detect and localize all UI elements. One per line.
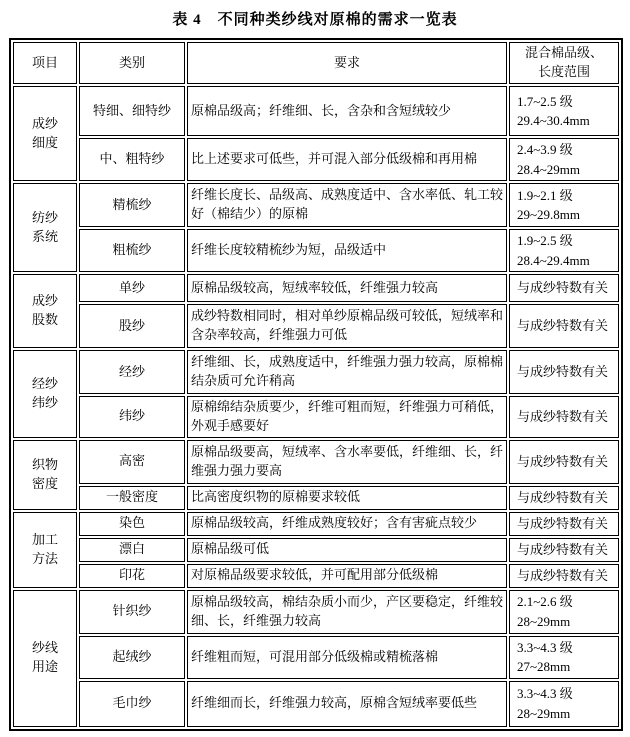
requirement-cell: 原棉绵结杂质要少，纤维可粗而短，纤维强力可稍低，外观手感要好 [187, 396, 507, 438]
requirement-cell: 纤维细、长，成熟度适中，纤维强力强力较高，原棉棉结杂质可允许稍高 [187, 350, 507, 394]
table-row [13, 512, 619, 536]
group-label-line: 纺纱 [31, 209, 58, 225]
spec-grade: 2.1~2.6 级 [517, 594, 573, 610]
requirement-cell: 比高密度织物的原棉要求较低 [187, 486, 507, 510]
spec-grade: 3.3~4.3 级 [517, 686, 573, 702]
spec-grade: 与成纱特数有关 [517, 541, 609, 557]
spec-cell [509, 636, 619, 679]
col-header-spec [509, 42, 619, 84]
table-row [13, 183, 619, 227]
col-header-item: 项目 [13, 42, 77, 84]
spec-cell [509, 440, 619, 484]
spec-grade: 3.3~4.3 级 [517, 639, 573, 655]
category-cell: 单纱 [79, 274, 185, 302]
spec-grade: 1.9~2.1 级 [517, 187, 573, 203]
table-row [13, 396, 619, 438]
category-cell: 精梳纱 [79, 183, 185, 227]
header-row [13, 42, 619, 84]
col-header-spec-line2: 长度范围 [537, 64, 590, 79]
group-label-line: 加工 [31, 531, 58, 547]
col-header-category: 类别 [79, 42, 185, 84]
requirement-cell: 原棉品级较高，纤维成熟度较好；含有害疵点较少 [187, 512, 507, 536]
group-label-line: 用途 [31, 659, 58, 675]
requirement-cell: 原棉品级高；纤维细、长，含杂和含短绒较少 [187, 86, 507, 136]
requirement-cell: 原棉品级较高，棉结杂质小而少，产区要稳定，纤维较细、长，纤维强力较高 [187, 590, 507, 634]
requirement-cell: 纤维粗而短，可混用部分低级棉或精梳落棉 [187, 636, 507, 679]
category-cell: 染色 [79, 512, 185, 536]
requirement-cell: 原棉品级要高，短绒率、含水率要低，纤维细、长，纤维强力强力要高 [187, 440, 507, 484]
group-label-line: 织物 [31, 456, 58, 472]
category-cell: 纬纱 [79, 396, 185, 438]
table-row [13, 138, 619, 181]
col-header-requirement: 要求 [187, 42, 507, 84]
group-label-line: 系统 [31, 228, 58, 244]
group-label-fabric-density [13, 440, 77, 510]
category-cell: 印花 [79, 564, 185, 588]
table-row [13, 274, 619, 302]
category-cell: 针织纱 [79, 590, 185, 634]
spec-cell [509, 590, 619, 634]
category-cell: 一般密度 [79, 486, 185, 510]
spec-cell [509, 86, 619, 136]
requirement-cell: 原棉品级可低 [187, 538, 507, 562]
table-row [13, 590, 619, 634]
group-label-line: 细度 [31, 134, 58, 150]
table-row [13, 636, 619, 679]
group-label-line: 成纱 [31, 293, 58, 309]
spec-grade: 1.7~2.5 级 [517, 93, 573, 109]
requirement-cell: 纤维长度较精梳纱为短，品级适中 [187, 229, 507, 272]
group-label-line: 成纱 [31, 115, 58, 131]
table-row [13, 304, 619, 348]
group-label-yarn-usage [13, 590, 77, 727]
spec-cell [509, 229, 619, 272]
spec-grade: 与成纱特数有关 [517, 409, 609, 425]
spec-cell [509, 512, 619, 536]
requirement-cell: 成纱特数相同时，相对单纱原棉品级可较低，短绒率和含杂率较高，纤维强力可低 [187, 304, 507, 348]
spec-grade: 2.4~3.9 级 [517, 142, 573, 157]
group-label-processing-method [13, 512, 77, 588]
spec-cell [509, 538, 619, 562]
spec-cell [509, 486, 619, 510]
table-row [13, 86, 619, 136]
table-row [13, 681, 619, 727]
group-label-warp-weft [13, 350, 77, 438]
category-cell: 起绒纱 [79, 636, 185, 679]
spec-cell [509, 564, 619, 588]
group-label-line: 密度 [31, 475, 58, 491]
category-cell: 毛巾纱 [79, 681, 185, 727]
spec-length: 28.4~29mm [517, 161, 581, 177]
group-label-line: 经纱 [31, 376, 58, 391]
spec-cell [509, 396, 619, 438]
group-label-yarn-ply [13, 274, 77, 348]
table-row [13, 229, 619, 272]
group-label-spinning-system [13, 183, 77, 272]
group-label-line: 方法 [31, 550, 58, 566]
col-header-spec-line1: 混合棉品级、 [524, 45, 603, 61]
spec-length: 28~29mm [517, 613, 571, 629]
table-row [13, 486, 619, 510]
spec-grade: 与成纱特数有关 [517, 567, 609, 583]
spec-cell [509, 681, 619, 727]
spec-grade: 1.9~2.5 级 [517, 233, 573, 248]
table-row [13, 440, 619, 484]
spec-length: 27~28mm [517, 659, 571, 675]
group-label-yarn-fineness [13, 86, 77, 181]
spec-grade: 与成纱特数有关 [517, 364, 609, 380]
table-row [13, 350, 619, 394]
table-row [13, 538, 619, 562]
table-title: 表 4 不同种类纱线对原棉的需求一览表 [172, 12, 458, 28]
requirement-cell: 纤维长度长、品级高、成熟度适中、含水率低、轧工较好（棉结少）的原棉 [187, 183, 507, 227]
spec-grade: 与成纱特数有关 [517, 453, 609, 469]
category-cell: 股纱 [79, 304, 185, 348]
category-cell: 特细、细特纱 [79, 86, 185, 136]
group-label-line: 纱线 [31, 640, 58, 656]
spec-length: 29.4~30.4mm [517, 113, 590, 128]
spec-length: 28~29mm [517, 705, 571, 721]
spec-grade: 与成纱特数有关 [517, 318, 609, 334]
group-label-line: 纬纱 [31, 394, 58, 410]
requirement-cell: 比上述要求可低些，并可混入部分低级棉和再用棉 [187, 138, 507, 181]
requirement-cell: 纤维细而长，纤维强力较高，原棉含短绒率要低些 [187, 681, 507, 727]
requirement-cell: 原棉品级较高，短绒率较低，纤维强力较高 [187, 274, 507, 302]
spec-length: 28.4~29.4mm [517, 252, 590, 268]
spec-length: 29~29.8mm [517, 207, 581, 222]
cotton-requirements-table [9, 38, 623, 731]
category-cell: 中、粗特纱 [79, 138, 185, 181]
category-cell: 高密 [79, 440, 185, 484]
spec-cell [509, 138, 619, 181]
spec-cell [509, 183, 619, 227]
category-cell: 漂白 [79, 538, 185, 562]
spec-cell [509, 304, 619, 348]
spec-grade: 与成纱特数有关 [517, 489, 609, 505]
table-row [13, 564, 619, 588]
requirement-cell: 对原棉品级要求较低，并可配用部分低级棉 [187, 564, 507, 588]
spec-grade: 与成纱特数有关 [517, 515, 609, 531]
spec-cell [509, 274, 619, 302]
spec-grade: 与成纱特数有关 [517, 280, 609, 296]
group-label-line: 股数 [31, 312, 58, 327]
spec-cell [509, 350, 619, 394]
category-cell: 经纱 [79, 350, 185, 394]
category-cell: 粗梳纱 [79, 229, 185, 272]
